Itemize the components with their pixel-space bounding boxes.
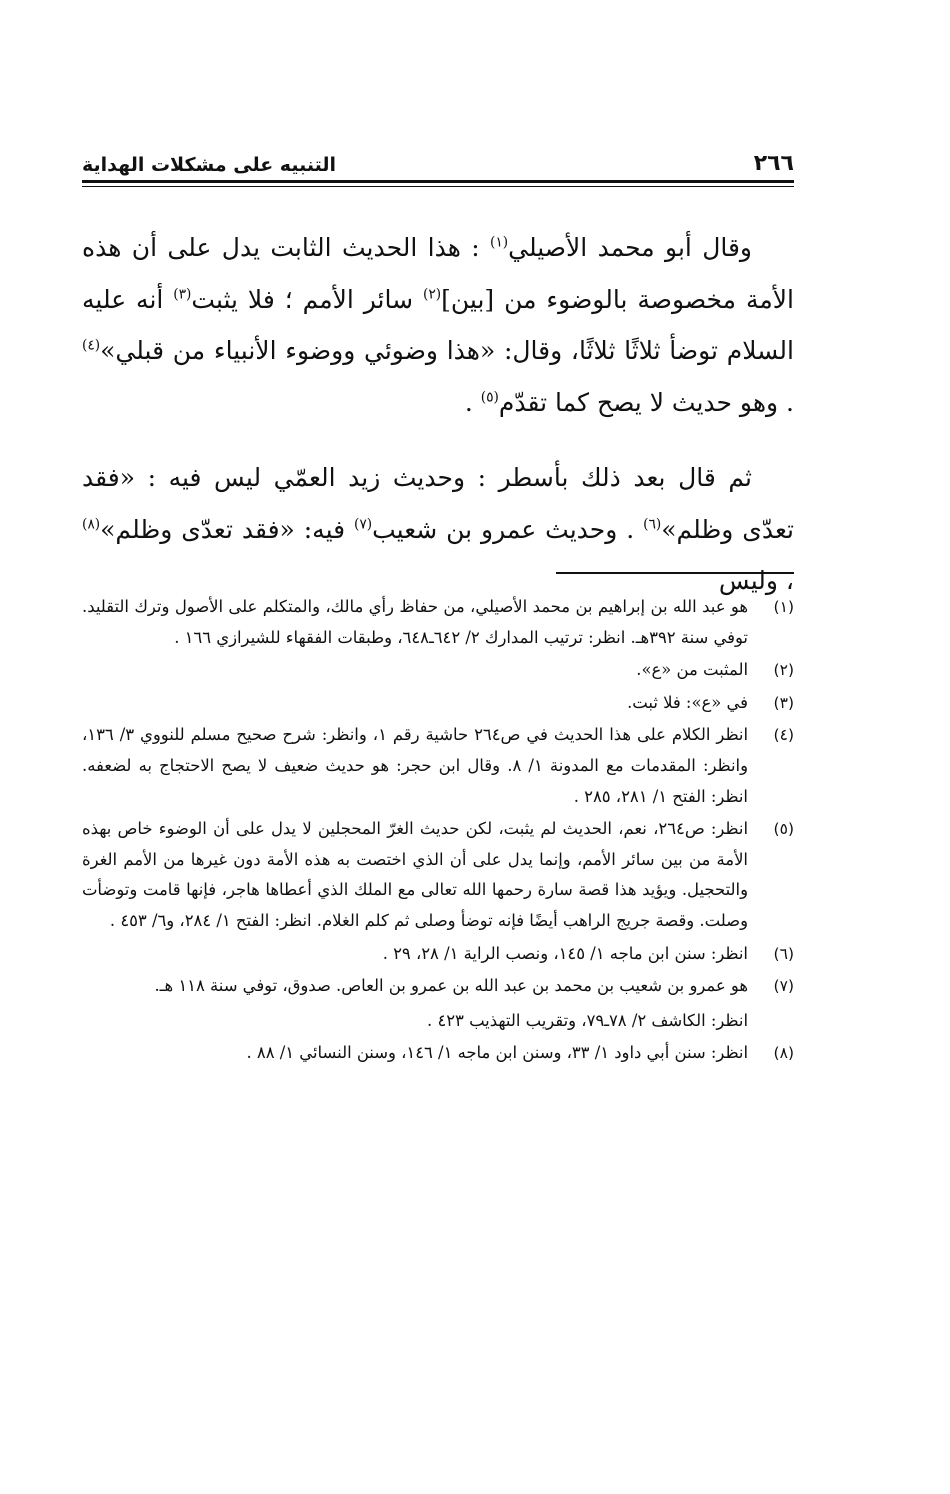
footnote-ref: (٢) bbox=[422, 286, 442, 303]
text-run: . bbox=[464, 387, 481, 417]
footnote bbox=[82, 814, 794, 936]
footnote bbox=[82, 971, 794, 1036]
footnote-text: المثبت من «ع». bbox=[636, 660, 748, 680]
footnote bbox=[82, 939, 794, 970]
footnote-ref: (٦) bbox=[643, 516, 662, 533]
footnote-ref: (٧) bbox=[353, 516, 373, 533]
footnote-number: (٤) bbox=[773, 726, 794, 745]
paragraph bbox=[82, 222, 794, 428]
header-rule-thin bbox=[82, 186, 794, 187]
text-run: . وحديث عمرو بن شعيب bbox=[372, 514, 644, 544]
book-page bbox=[82, 0, 794, 1494]
footnote-text: انظر: سنن أبي داود ١/ ٣٣، وسنن ابن ماجه ١/ ١٤٦، وسنن النسائي ١/ ٨٨ . bbox=[246, 1043, 748, 1063]
footnote-ref: (٥) bbox=[480, 389, 499, 406]
text-run: ، وليس bbox=[718, 566, 794, 595]
text-run: . وهو حديث لا يصح كما تقدّم bbox=[498, 387, 794, 417]
footnotes bbox=[82, 592, 794, 1071]
running-head bbox=[82, 140, 794, 176]
footnote-number: (٦) bbox=[773, 944, 794, 963]
footnote-text: هو عبد الله بن إبراهيم بن محمد الأصيلي، من حفاظ رأي مالك، والمتكلم على الأصول وترك التقليد. توفي سنة ٣٩٢هـ. انظر: ترتيب المدارك ٢/ ٦٤٢ـ٦٤٨، وطبقات الفقهاء للشيرازي ١٦٦ . bbox=[82, 597, 748, 647]
footnote bbox=[82, 1038, 794, 1069]
footnote-number: (٨) bbox=[773, 1044, 794, 1063]
paragraph bbox=[82, 452, 794, 607]
book-title: التنبيه على مشكلات الهداية bbox=[82, 154, 336, 176]
footnote-text: انظر: ص٢٦٤، نعم، الحديث لم يثبت، لكن حديث الغرّ المحجلين لا يدل على أن الوضوء خاص بهذه الأمة من بين سائر الأمم، وإنما يدل على أن الذي اختصت به هذه الأمة دون غيرها من الأمم الغرة والتحجيل. ويؤيد هذا قصة سارة رحمها الله تعالى مع الملك الذي أعطاها هاجر، فإنها قامت وتوضأت وصلت. وقصة جريج الراهب أيضًا فإنه توضأ وصلى ثم كلم الغلام. انظر: الفتح ١/ ٢٨٤، و٦/ ٤٥٣ . bbox=[82, 819, 748, 930]
footnote-separator bbox=[556, 572, 794, 574]
footnote-number: (٣) bbox=[773, 693, 794, 712]
text-run: فيه: «فقد تعدّى وظلم» bbox=[100, 514, 354, 544]
footnote bbox=[82, 655, 794, 686]
footnote bbox=[82, 688, 794, 719]
footnote-text: انظر الكلام على هذا الحديث في ص٢٦٤ حاشية رقم ١، وانظر: شرح صحيح مسلم للنووي ٣/ ١٣٦، وانظر: المقدمات مع المدونة ١/ ٨. وقال ابن حجر: هو حديث ضعيف لا يصح الاحتجاج به لضعفه. انظر: الفتح ١/ ٢٨١، ٢٨٥ . bbox=[82, 725, 749, 806]
footnote bbox=[82, 720, 794, 812]
footnote-text: في «ع»: فلا ثبت. bbox=[627, 692, 748, 712]
footnote-ref: (٤) bbox=[82, 337, 101, 354]
footnote-ref: (٨) bbox=[82, 516, 101, 533]
footnote-extra-line: انظر: الكاشف ٢/ ٧٨ـ٧٩، وتقريب التهذيب ٤٢٣ . bbox=[427, 1010, 748, 1030]
footnote-text: انظر: سنن ابن ماجه ١/ ١٤٥، ونصب الراية ١/ ٢٨، ٢٩ . bbox=[382, 943, 748, 963]
text-run: سائر الأمم ؛ فلا يثبت bbox=[191, 284, 423, 314]
footnote-number: (٧) bbox=[773, 977, 794, 996]
footnote-text-block bbox=[82, 971, 748, 1036]
main-text bbox=[82, 222, 794, 607]
footnote-number: (١) bbox=[773, 598, 794, 616]
footnote bbox=[82, 592, 794, 653]
footnote-number: (٢) bbox=[773, 661, 794, 680]
text-run: وقال أبو محمد الأصيلي bbox=[508, 233, 752, 262]
footnote-ref: (١) bbox=[490, 234, 509, 251]
footnote-text: هو عمرو بن شعيب بن محمد بن عبد الله بن عمرو بن العاص. صدوق، توفي سنة ١١٨ هـ. bbox=[154, 976, 748, 996]
footnote-number: (٥) bbox=[773, 820, 794, 839]
footnote-ref: (٣) bbox=[173, 286, 192, 303]
text-run: ثم قال بعد ذلك بأسطر : وحديث زيد العمّي ليس فيه : «فقد تعدّى وظلم» bbox=[82, 463, 794, 544]
page-number: ٢٦٦ bbox=[753, 151, 794, 176]
header-rule-thick bbox=[82, 180, 794, 183]
text-run: أنه عليه السلام توضأ ثلاثًا ثلاثًا، وقال: «هذا وضوئي ووضوء الأنبياء من قبلي» bbox=[82, 284, 794, 365]
text-run: : هذا الحديث الثابت يدل على أن هذه الأمة مخصوصة بالوضوء من [بين] bbox=[82, 233, 794, 314]
